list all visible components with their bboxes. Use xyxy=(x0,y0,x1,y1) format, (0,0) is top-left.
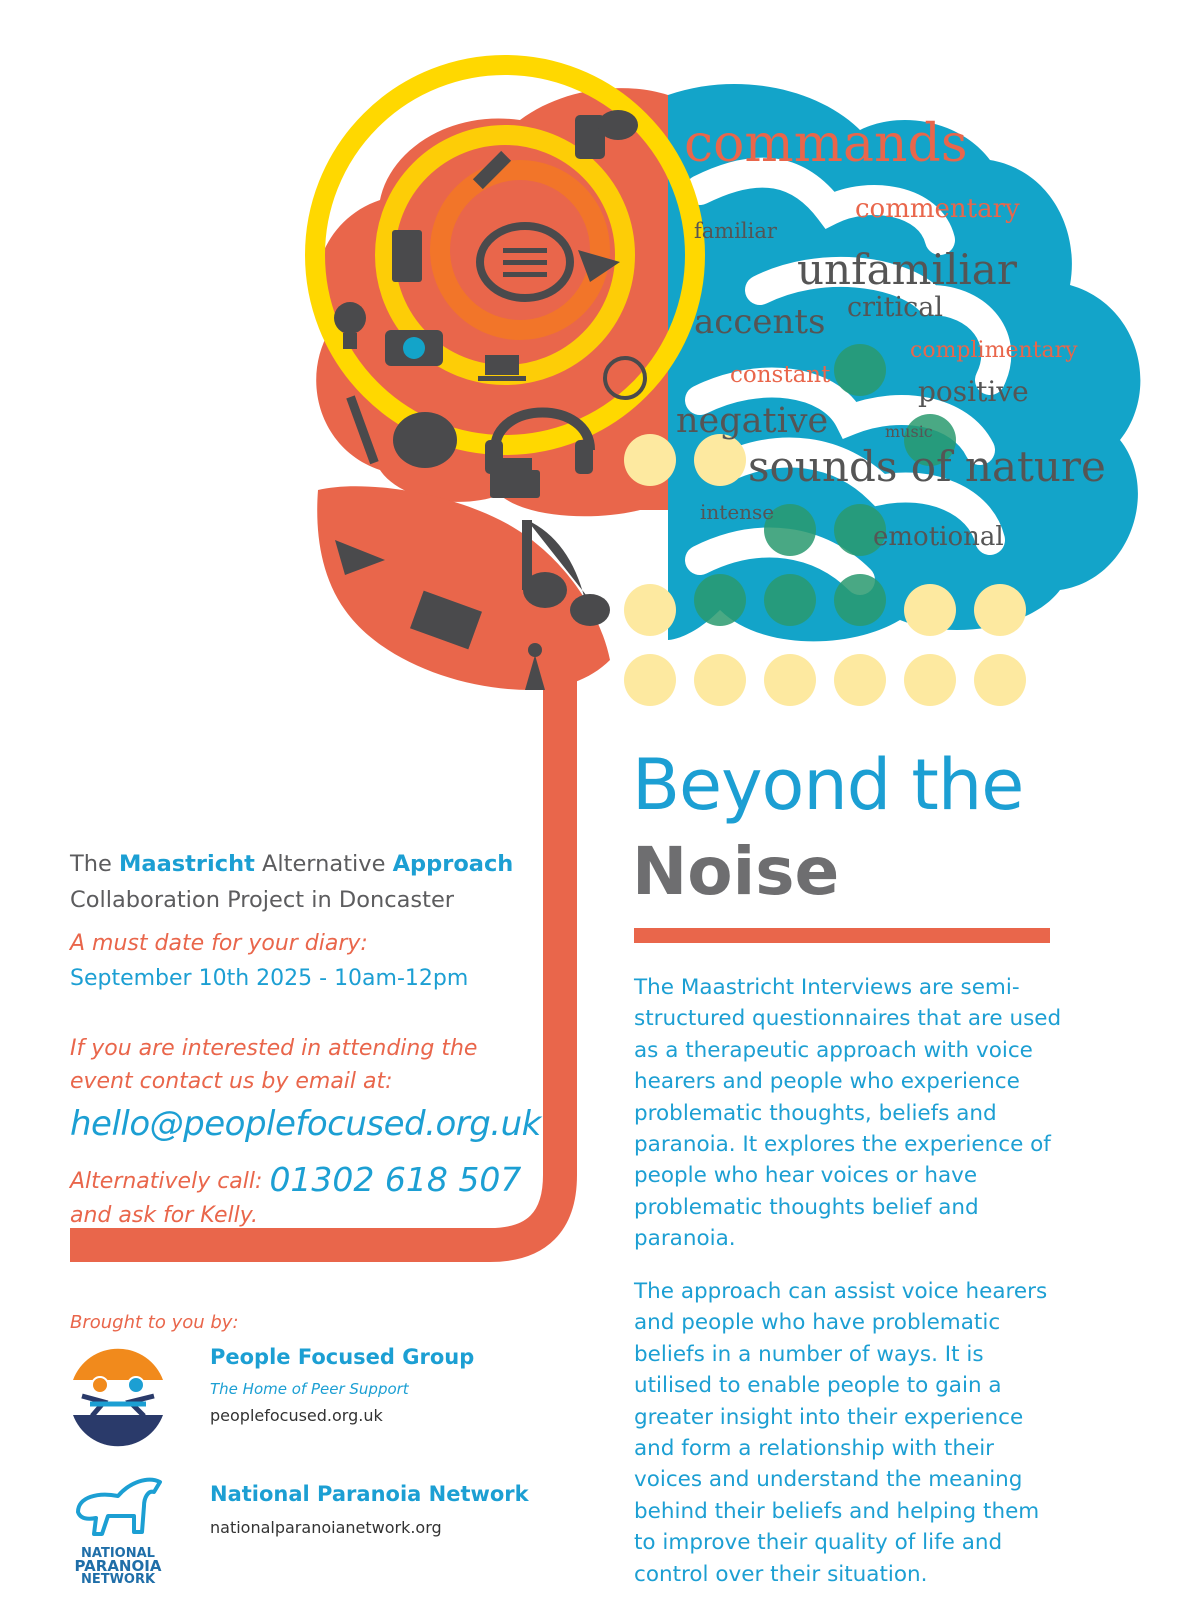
title-line2: Noise xyxy=(632,833,840,910)
brain-word: accents xyxy=(694,302,826,342)
brain-word: positive xyxy=(918,375,1029,408)
palette-icon xyxy=(393,412,457,468)
brain-word: commentary xyxy=(855,194,1020,224)
brought-by-label: Brought to you by: xyxy=(70,1312,239,1333)
brain-word: complimentary xyxy=(910,338,1078,363)
contact-phone-link[interactable]: 01302 618 507 xyxy=(269,1160,522,1199)
description-paragraph-2: The approach can assist voice hearers and people who have problematic beliefs in a number of ways. It is utilised to enable people to gain a greater insight into their experience and form a relationship with their voices and understand the meaning behind their beliefs and helping them to improve their quality of life and control over their situation. xyxy=(634,1279,1048,1587)
brain-word: sounds of nature xyxy=(748,442,1106,491)
brain-word: commands xyxy=(684,114,968,174)
npn-logo-text: NATIONAL PARANOIA NETWORK xyxy=(74,1546,162,1587)
brain-word: emotional xyxy=(873,522,1004,552)
brain-word: familiar xyxy=(694,219,777,243)
brain-word: unfamiliar xyxy=(797,245,1017,294)
laptop-icon xyxy=(478,355,526,381)
org-url-people-focused[interactable]: peoplefocused.org.uk xyxy=(210,1406,383,1425)
brain-word: negative xyxy=(676,401,829,441)
brain-word: constant xyxy=(730,362,831,388)
people-focused-logo xyxy=(70,1340,166,1448)
title-line1: Beyond the xyxy=(632,744,1024,826)
project-intro-line2: Collaboration Project in Doncaster xyxy=(70,887,455,913)
org-name-people-focused: People Focused Group xyxy=(210,1345,475,1369)
project-intro xyxy=(70,846,540,918)
title-underline xyxy=(634,928,1050,943)
diary-label: A must date for your diary: xyxy=(70,931,368,956)
brain-word: intense xyxy=(700,500,775,524)
project-intro-line1: The Maastricht Alternative Approach xyxy=(70,851,514,877)
event-date: September 10th 2025 - 10am-12pm xyxy=(70,966,469,991)
contact-prompt: If you are interested in attending the event contact us by email at: xyxy=(70,1036,478,1094)
brain-word: critical xyxy=(847,292,944,323)
camera-icon xyxy=(385,330,443,366)
org-url-national-paranoia-network[interactable]: nationalparanoianetwork.org xyxy=(210,1518,442,1537)
org-name-national-paranoia-network: National Paranoia Network xyxy=(210,1482,529,1506)
contact-email-link[interactable]: hello@peoplefocused.org.uk xyxy=(70,1104,541,1144)
org-tagline-people-focused: The Home of Peer Support xyxy=(210,1380,409,1398)
brain-word: music xyxy=(885,422,933,441)
horse-icon xyxy=(68,1472,168,1544)
contact-phone-line: Alternatively call: 01302 618 507 xyxy=(70,1160,522,1199)
mobile-phone-icon xyxy=(392,230,422,282)
description-paragraph-1: The Maastricht Interviews are semi-structured questionnaires that are used as a therapeutic approach with voice hearers and people who experience problematic thoughts, beliefs and paranoia. It explores the experience of people who hear voices or have problematic thoughts belief and paranoia. xyxy=(634,975,1062,1252)
contact-ask: and ask for Kelly. xyxy=(70,1203,259,1228)
